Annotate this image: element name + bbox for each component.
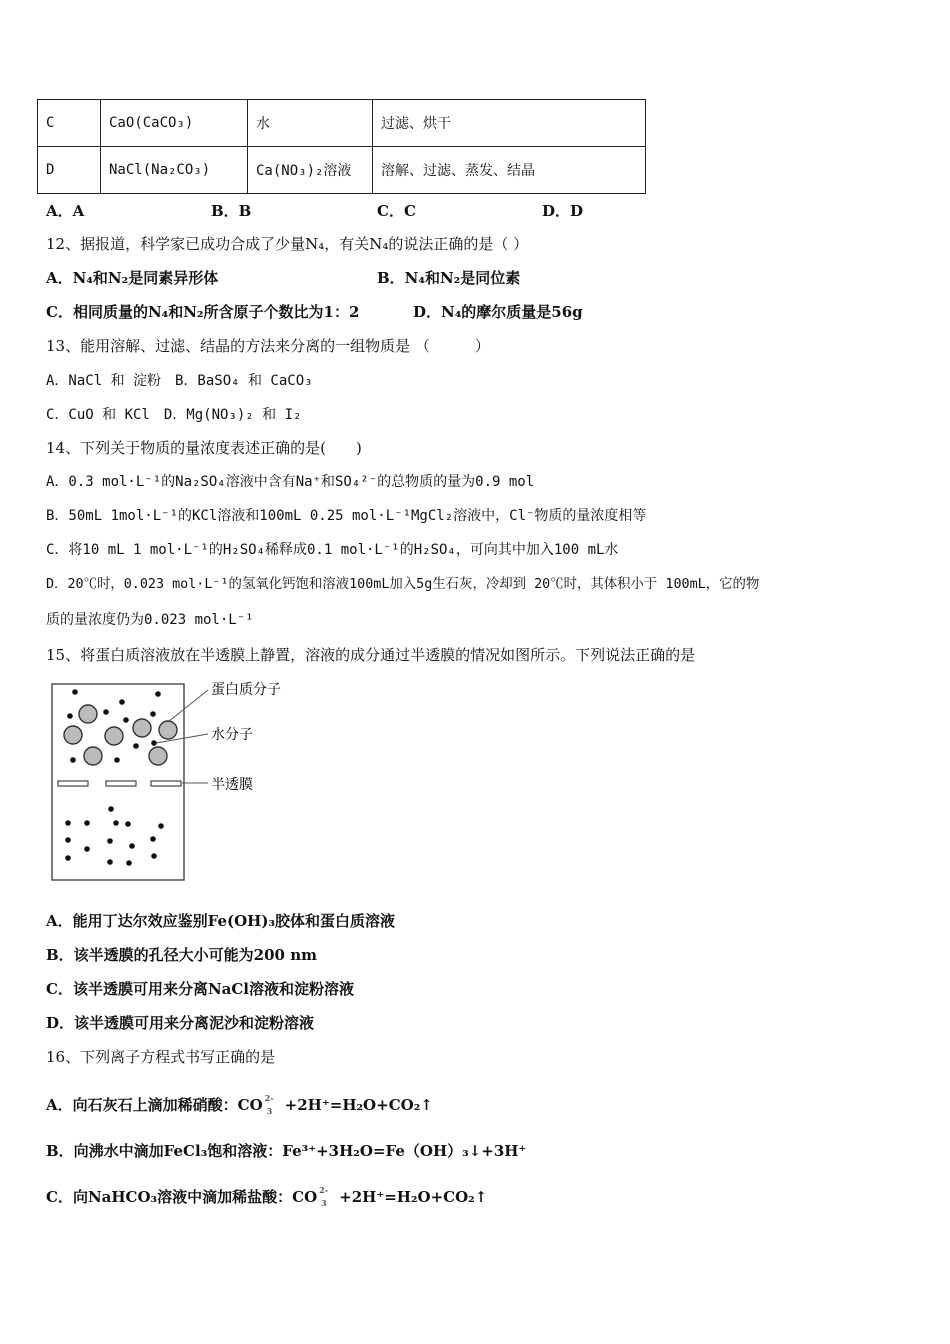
water-molecule bbox=[150, 711, 156, 717]
table-cell: C bbox=[38, 100, 101, 147]
q16-c-prefix: C．向NaHCO₃溶液中滴加稀盐酸： bbox=[46, 1188, 293, 1206]
table-cell: 过滤、烘干 bbox=[373, 100, 646, 147]
subscript-label: 3 bbox=[321, 1198, 327, 1208]
q14-option-d-line1: D．20℃时，0.023 mol·L⁻¹的氢氧化钙饱和溶液100mL加入5g生石灰，冷却到 20℃时，其体积小于 100mL，它的物 bbox=[46, 577, 760, 592]
water-molecule bbox=[119, 699, 125, 705]
water-molecule bbox=[151, 740, 157, 746]
water-molecule bbox=[84, 820, 90, 826]
q15-option-b: B．该半透膜的孔径大小可能为200 nm bbox=[46, 946, 317, 964]
water-molecule bbox=[113, 820, 119, 826]
protein-molecule bbox=[64, 726, 82, 744]
carbonate-formula: CO bbox=[237, 1096, 263, 1114]
water-molecule bbox=[84, 846, 90, 852]
leader-line bbox=[168, 690, 208, 722]
table-cell: CaO(CaCO₃) bbox=[101, 100, 248, 147]
q11-option-b: B．B bbox=[211, 202, 252, 220]
q15-option-a: A．能用丁达尔效应鉴别Fe(OH)₃胶体和蛋白质溶液 bbox=[46, 912, 396, 930]
q16-stem: 16、下列离子方程式书写正确的是 bbox=[46, 1048, 276, 1066]
water-label: 水分子 bbox=[211, 727, 253, 743]
protein-label: 蛋白质分子 bbox=[211, 682, 281, 698]
water-molecule bbox=[107, 859, 113, 865]
q11-option-d: D．D bbox=[542, 202, 584, 220]
protein-molecule bbox=[105, 727, 123, 745]
water-molecule bbox=[155, 691, 161, 697]
q16-option-a bbox=[46, 1094, 433, 1115]
q16-a-prefix: A．向石灰石上滴加稀硝酸： bbox=[46, 1096, 238, 1114]
protein-molecule bbox=[79, 705, 97, 723]
carbonate-formula: CO bbox=[292, 1188, 318, 1206]
water-molecule bbox=[107, 838, 113, 844]
table-cell: 溶解、过滤、蒸发、结晶 bbox=[373, 147, 646, 194]
water-molecule bbox=[123, 717, 129, 723]
q14-option-d-line2: 质的量浓度仍为0.023 mol·L⁻¹ bbox=[46, 612, 254, 628]
q12-option-b: B．N₄和N₂是同位素 bbox=[377, 269, 521, 287]
q12-option-a: A．N₄和N₂是同素异形体 bbox=[46, 269, 219, 287]
protein-molecule bbox=[84, 747, 102, 765]
q11-option-c: C．C bbox=[377, 202, 416, 220]
protein-molecule bbox=[149, 747, 167, 765]
membrane-segment bbox=[106, 781, 136, 786]
membrane-segment bbox=[151, 781, 181, 786]
q16-a-rest: +2H⁺=H₂O+CO₂↑ bbox=[284, 1096, 433, 1114]
table-cell: Ca(NO₃)₂溶液 bbox=[248, 147, 373, 194]
water-molecule bbox=[125, 821, 131, 827]
protein-molecule bbox=[159, 721, 177, 739]
q16-option-b: B．向沸水中滴加FeCl₃饱和溶液：Fe³⁺+3H₂O=Fe（OH）₃↓+3H⁺ bbox=[46, 1142, 527, 1160]
water-molecule bbox=[65, 855, 71, 861]
water-molecule bbox=[150, 836, 156, 842]
q13-options-cd: C．CuO 和 KCl D．Mg(NO₃)₂ 和 I₂ bbox=[46, 407, 302, 423]
table-cell: NaCl(Na₂CO₃) bbox=[101, 147, 248, 194]
table-cell: D bbox=[38, 147, 101, 194]
water-molecule bbox=[126, 860, 132, 866]
water-molecule bbox=[114, 757, 120, 763]
water-molecule bbox=[129, 843, 135, 849]
q13-stem: 13、能用溶解、过滤、结晶的方法来分离的一组物质是 （ ） bbox=[46, 337, 490, 355]
q14-option-c: C．将10 mL 1 mol·L⁻¹的H₂SO₄稀释成0.1 mol·L⁻¹的H₂SO₄，可向其中加入100 mL水 bbox=[46, 542, 619, 558]
water-molecule bbox=[151, 853, 157, 859]
subscript-label: 3 bbox=[266, 1106, 273, 1116]
water-molecule bbox=[67, 713, 73, 719]
water-molecule bbox=[108, 806, 114, 812]
water-molecule bbox=[133, 743, 139, 749]
q16-option-c bbox=[46, 1186, 487, 1207]
semipermeable-membrane-figure bbox=[40, 676, 300, 891]
q11-option-a: A．A bbox=[46, 202, 85, 220]
q13-options-ab: A．NaCl 和 淀粉 B．BaSO₄ 和 CaCO₃ bbox=[46, 373, 313, 389]
membrane-segment bbox=[58, 781, 88, 786]
q12-stem: 12、据报道，科学家已成功合成了少量N₄，有关N₄的说法正确的是（ ） bbox=[46, 235, 529, 253]
q12-option-d: D．N₄的摩尔质量是56g bbox=[413, 303, 583, 321]
charge-label: 2- bbox=[319, 1185, 329, 1195]
water-molecule bbox=[70, 757, 76, 763]
water-molecule bbox=[103, 709, 109, 715]
q14-stem: 14、下列关于物质的量浓度表述正确的是( ) bbox=[46, 439, 362, 457]
q15-option-c: C．该半透膜可用来分离NaCl溶液和淀粉溶液 bbox=[46, 980, 355, 998]
table-row bbox=[38, 100, 646, 147]
separation-table bbox=[37, 99, 646, 194]
water-molecule bbox=[158, 823, 164, 829]
q15-option-d: D．该半透膜可用来分离泥沙和淀粉溶液 bbox=[46, 1014, 315, 1032]
table-cell: 水 bbox=[248, 100, 373, 147]
water-molecule bbox=[65, 837, 71, 843]
membrane-label: 半透膜 bbox=[211, 777, 253, 793]
q14-option-a: A．0.3 mol·L⁻¹的Na₂SO₄溶液中含有Na⁺和SO₄²⁻的总物质的量为0.9 mol bbox=[46, 474, 535, 490]
q15-stem: 15、将蛋白质溶液放在半透膜上静置，溶液的成分通过半透膜的情况如图所示。下列说法正确的是 bbox=[46, 646, 696, 664]
protein-molecule bbox=[133, 719, 151, 737]
table-row bbox=[38, 147, 646, 194]
water-molecule bbox=[65, 820, 71, 826]
water-molecule bbox=[72, 689, 78, 695]
q16-c-rest: +2H⁺=H₂O+CO₂↑ bbox=[339, 1188, 488, 1206]
charge-label: 2- bbox=[264, 1093, 274, 1103]
q12-option-c: C．相同质量的N₄和N₂所含原子个数比为1：2 bbox=[46, 303, 360, 321]
q14-option-b: B．50mL 1mol·L⁻¹的KCl溶液和100mL 0.25 mol·L⁻¹MgCl₂溶液中，Cl⁻物质的量浓度相等 bbox=[46, 508, 647, 524]
